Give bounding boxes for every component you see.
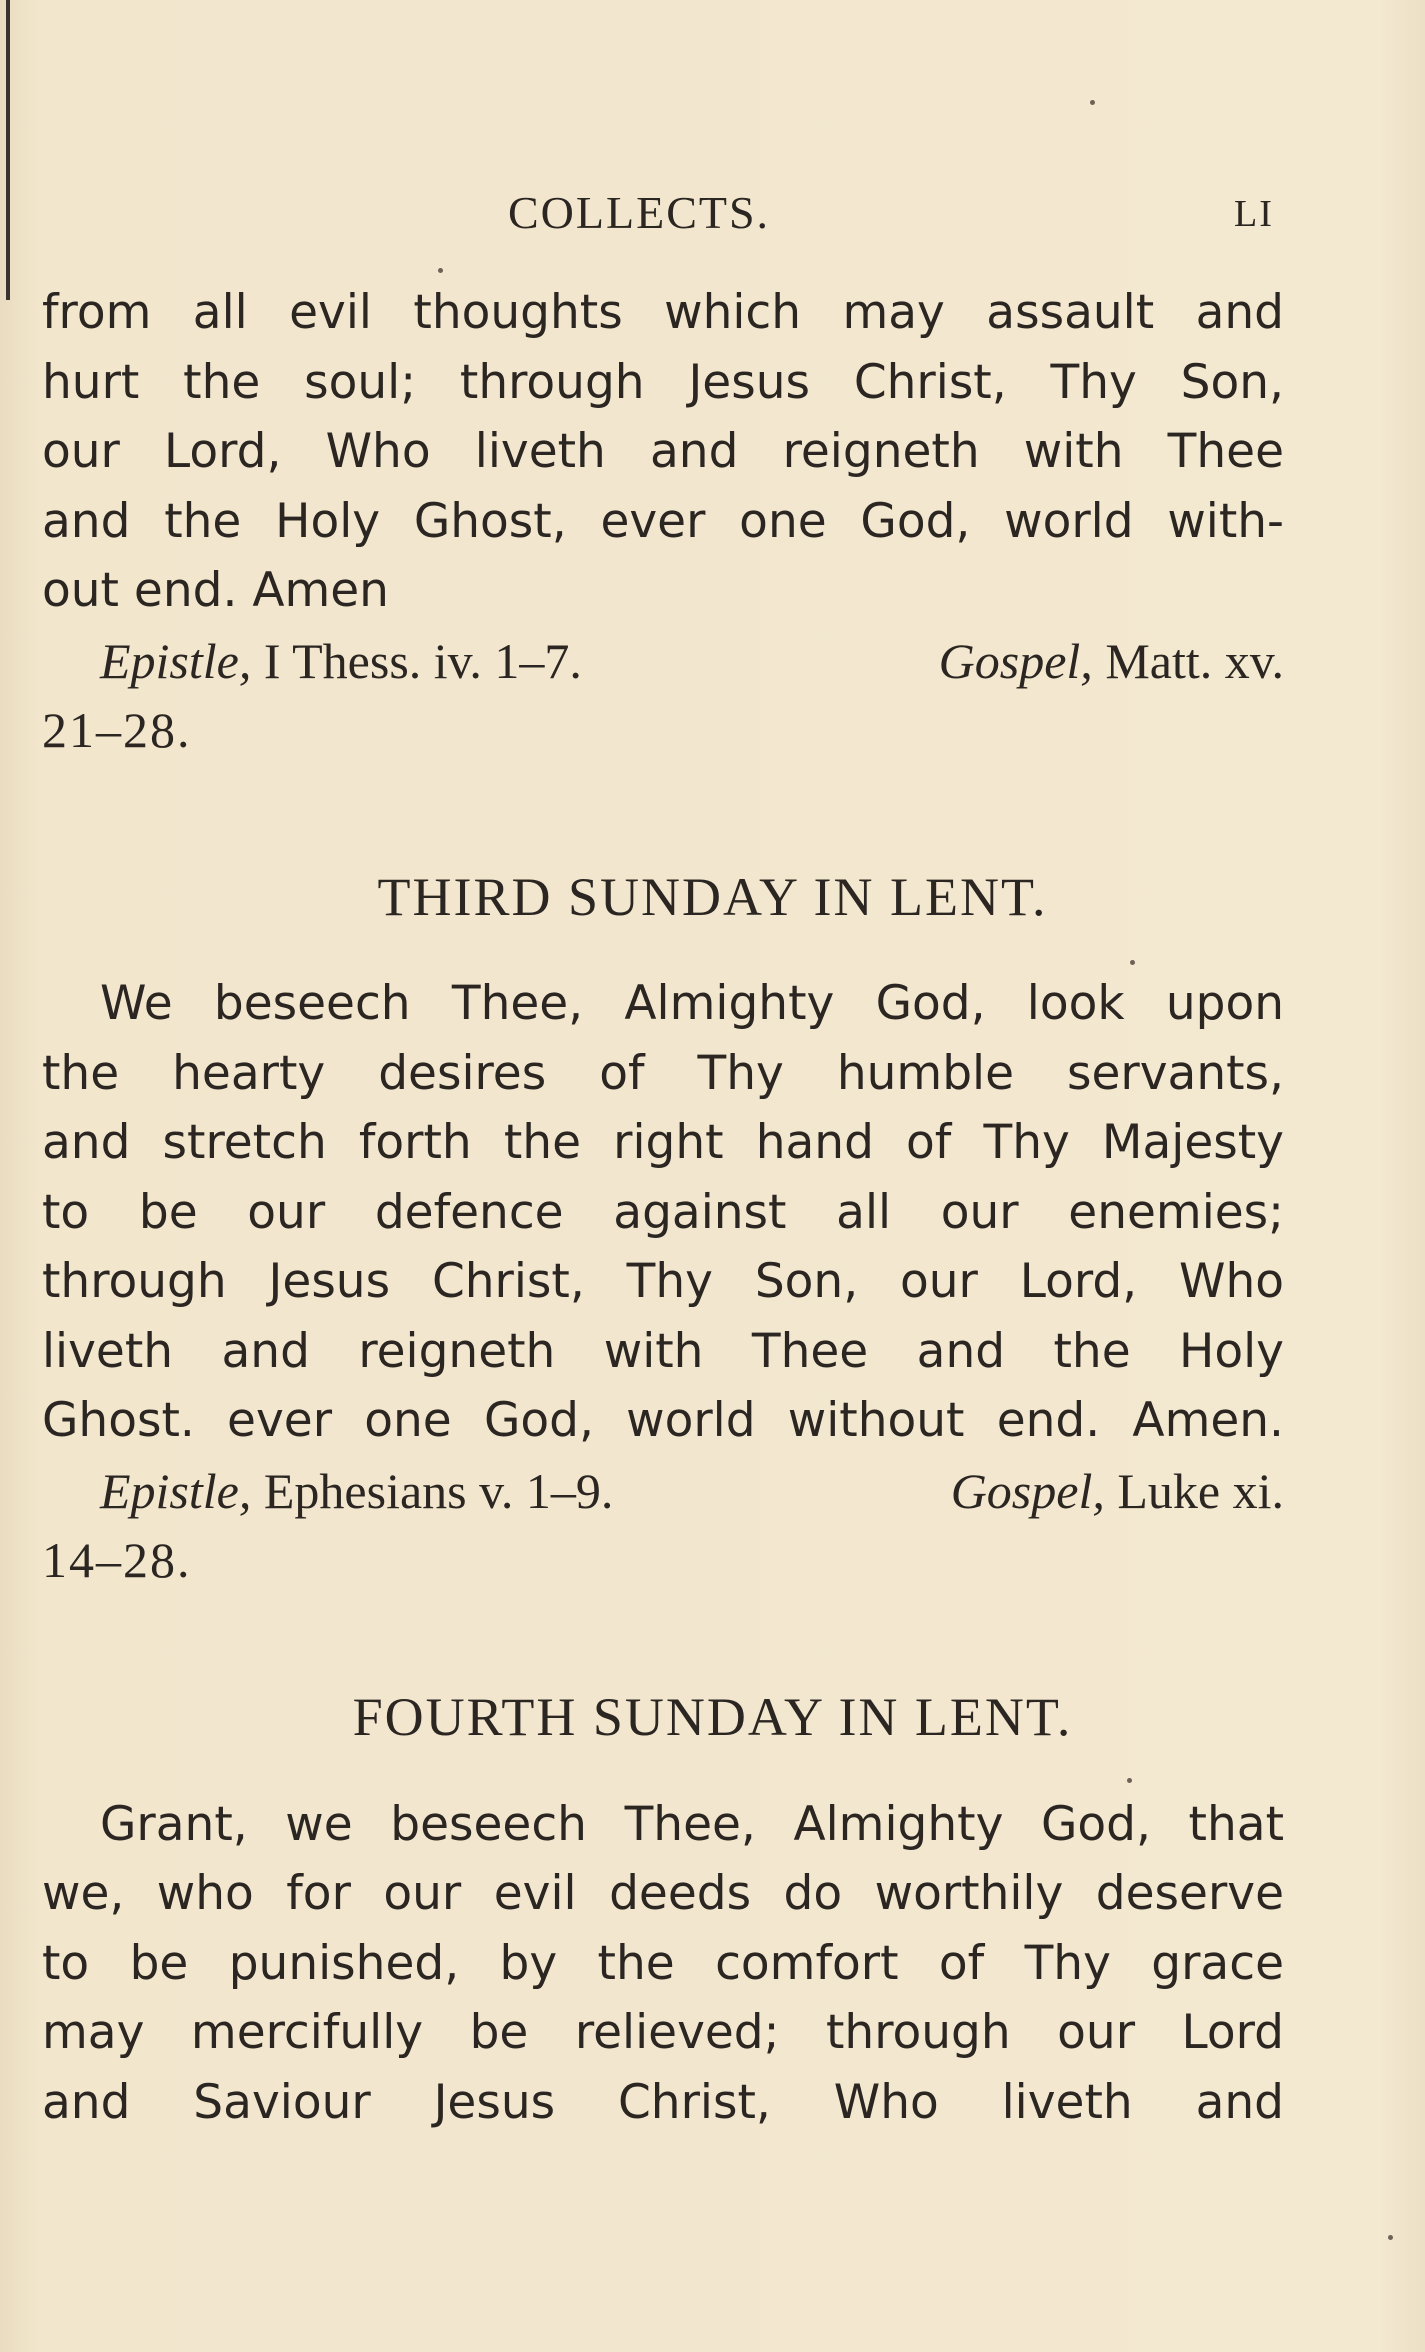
- paper-speck: [1127, 1778, 1132, 1783]
- section-heading: THIRD SUNDAY IN LENT.: [377, 867, 1048, 927]
- gospel-reference-continuation: 14–28.: [42, 1532, 192, 1588]
- lesson-references: [100, 633, 1284, 689]
- paper-speck: [1388, 2235, 1393, 2240]
- running-title: COLLECTS.: [508, 187, 771, 238]
- text-line: may mercifully be relieved; through our Lord: [42, 2005, 1284, 2060]
- gospel-reference-continuation: 21–28.: [42, 702, 192, 758]
- paper-speck: [438, 268, 443, 273]
- text-line: to be punished, by the comfort of Thy grace: [42, 1936, 1284, 1991]
- page-header: [0, 180, 1425, 240]
- text-line: we, who for our evil deeds do worthily deserve: [42, 1866, 1284, 1921]
- gospel-label: Gospel,: [950, 1463, 1105, 1519]
- paper-speck: [1130, 960, 1135, 965]
- text-line: through Jesus Christ, Thy Son, our Lord, Who: [42, 1254, 1284, 1309]
- text-line: from all evil thoughts which may assault and: [42, 285, 1284, 340]
- lesson-references: [100, 1463, 1284, 1519]
- text-line: our Lord, Who liveth and reigneth with Thee: [42, 424, 1284, 479]
- text-line: Ghost. ever one God, world without end. Amen.: [42, 1393, 1284, 1448]
- text-line: liveth and reigneth with Thee and the Holy: [42, 1324, 1284, 1379]
- text-line: We beseech Thee, Almighty God, look upon: [100, 976, 1284, 1031]
- text-line: Grant, we beseech Thee, Almighty God, that: [100, 1797, 1284, 1852]
- text-line: and stretch forth the right hand of Thy Majesty: [42, 1115, 1284, 1170]
- text-line: and the Holy Ghost, ever one God, world with-: [42, 494, 1284, 549]
- section-heading: FOURTH SUNDAY IN LENT.: [352, 1687, 1073, 1747]
- text-line: and Saviour Jesus Christ, Who liveth and: [42, 2075, 1284, 2130]
- gospel-reference: Matt. xv.: [1105, 633, 1284, 689]
- epistle-label: Epistle,: [100, 1463, 252, 1519]
- page-number: LI: [1234, 193, 1274, 235]
- text-line: to be our defence against all our enemies;: [42, 1185, 1284, 1240]
- paper-speck: [1090, 100, 1095, 105]
- epistle-reference: Ephesians v. 1–9.: [263, 1463, 614, 1519]
- epistle-label: Epistle,: [100, 633, 252, 689]
- gospel-reference: Luke xi.: [1117, 1463, 1284, 1519]
- text-line: out end. Amen: [42, 563, 389, 618]
- text-line: the hearty desires of Thy humble servants,: [42, 1046, 1284, 1101]
- epistle-reference: I Thess. iv. 1–7.: [263, 633, 582, 689]
- gospel-label: Gospel,: [938, 633, 1093, 689]
- text-line: hurt the soul; through Jesus Christ, Thy Son,: [42, 355, 1284, 410]
- binding-edge: [6, 0, 10, 300]
